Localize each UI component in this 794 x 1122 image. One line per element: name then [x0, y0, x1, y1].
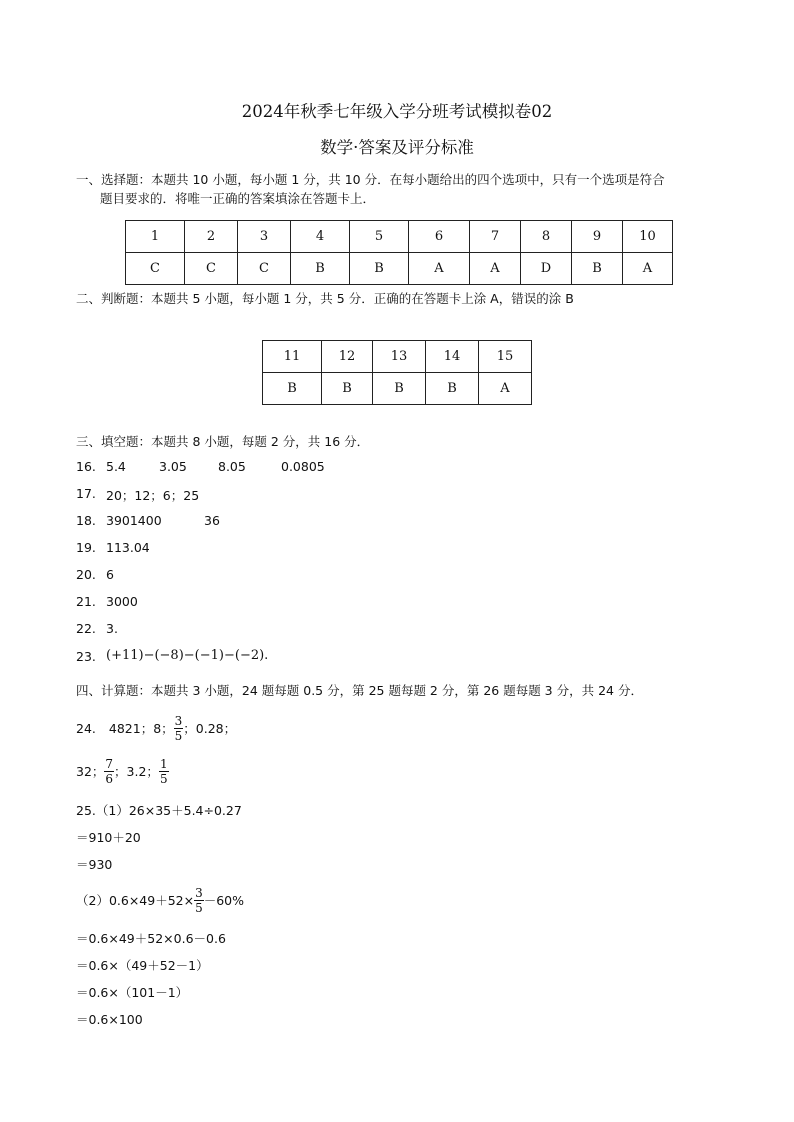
q19-number: 19.	[76, 540, 96, 555]
q25-part2-line1	[76, 883, 244, 917]
q25-part1-line1: 25.（1）26×35＋5.4÷0.27	[76, 803, 242, 818]
table-cell: C	[126, 253, 185, 285]
q16-answer-2: 3.05	[159, 459, 187, 474]
q21-number: 21.	[76, 594, 96, 609]
q24-answers-part-2: ；0.28；	[183, 721, 237, 736]
fraction-numerator: 3	[174, 713, 183, 728]
table-cell: 3	[238, 221, 291, 253]
fraction-denominator: 5	[159, 771, 168, 786]
q24-fraction-one-fifth	[159, 757, 169, 786]
table-cell: D	[521, 253, 572, 285]
table-cell: 2	[185, 221, 238, 253]
q24-line-1	[76, 711, 236, 745]
q25-part2-line2: ＝0.6×49＋52×0.6－0.6	[76, 931, 226, 946]
table-cell: C	[185, 253, 238, 285]
table-cell: 11	[263, 341, 322, 373]
table-cell: 10	[623, 221, 673, 253]
q17-number: 17.	[76, 486, 96, 501]
q25-part2-line4: ＝0.6×（101－1）	[76, 985, 189, 1000]
q22-answer: 3.	[106, 621, 118, 636]
table-cell: A	[470, 253, 521, 285]
section3-heading: 三、填空题：本题共 8 小题，每题 2 分，共 16 分．	[76, 434, 370, 449]
table-cell: 6	[409, 221, 470, 253]
table-cell: 7	[470, 221, 521, 253]
table-cell: 12	[322, 341, 373, 373]
page-subtitle: 数学·答案及评分标准	[320, 138, 474, 157]
q25-part2-expression-start: （2）0.6×49＋52×	[76, 893, 195, 908]
choice-answer-table	[125, 220, 673, 285]
q20-number: 20.	[76, 567, 96, 582]
fraction-numerator: 7	[105, 756, 114, 771]
q22-number: 22.	[76, 621, 96, 636]
fraction-denominator: 5	[174, 728, 183, 743]
choice-number-row	[126, 221, 673, 253]
table-cell: 13	[373, 341, 426, 373]
table-cell: 8	[521, 221, 572, 253]
table-cell: B	[291, 253, 350, 285]
q21-answer: 3000	[106, 594, 138, 609]
q24-answers-part-1: 4821；8；	[108, 721, 174, 736]
q24-fraction-three-fifths	[174, 714, 184, 743]
q24-answers-part-4: ；3.2；	[114, 764, 159, 779]
page-title: 2024年秋季七年级入学分班考试模拟卷02	[241, 102, 553, 121]
q24-fraction-seven-sixths	[104, 757, 114, 786]
q23-answer: (+11)−(−8)−(−1)−(−2).	[106, 648, 269, 663]
table-cell: 15	[479, 341, 532, 373]
table-cell: 1	[126, 221, 185, 253]
table-cell: B	[373, 373, 426, 405]
q16-answer-3: 8.05	[218, 459, 246, 474]
judgement-answer-table	[262, 340, 532, 405]
q25-fraction-three-fifths	[194, 886, 204, 915]
q18-number: 18.	[76, 513, 96, 528]
table-cell: B	[572, 253, 623, 285]
q25-part1-line2: ＝910＋20	[76, 830, 141, 845]
table-cell: C	[238, 253, 291, 285]
q25-part2-line3: ＝0.6×（49＋52－1）	[76, 958, 209, 973]
q18-answer-2: 36	[204, 513, 220, 528]
q19-answer: 113.04	[106, 540, 150, 555]
section1-instructions-line1: 一、选择题：本题共 10 小题，每小题 1 分，共 10 分．在每小题给出的四个选项中，只有一个选项是符合	[76, 172, 665, 187]
table-cell: B	[350, 253, 409, 285]
choice-answer-row	[126, 253, 673, 285]
q24-answers-part-3: 32；	[76, 764, 105, 779]
q25-part2-line5: ＝0.6×100	[76, 1012, 143, 1027]
q25-part2-expression-end: －60%	[203, 893, 245, 908]
table-cell: 9	[572, 221, 623, 253]
table-cell: 14	[426, 341, 479, 373]
section2-instructions: 二、判断题：本题共 5 小题，每小题 1 分，共 5 分．正确的在答题卡上涂 A，错误的涂 B	[76, 291, 574, 306]
q18-answer-1: 3901400	[106, 513, 162, 528]
q20-answer: 6	[106, 567, 114, 582]
section4-heading: 四、计算题：本题共 3 小题，24 题每题 0.5 分，第 25 题每题 2 分，第 26 题每题 3 分，共 24 分．	[76, 683, 643, 698]
fraction-denominator: 5	[195, 900, 203, 915]
table-cell: B	[263, 373, 322, 405]
fraction-numerator: 1	[159, 756, 168, 771]
q17-answer: 20；12；6；25	[106, 488, 200, 503]
table-cell: A	[479, 373, 532, 405]
q25-part1-line3: ＝930	[76, 857, 113, 872]
q24-number: 24.	[76, 720, 96, 736]
fraction-denominator: 6	[105, 771, 114, 786]
judgement-number-row	[263, 341, 532, 373]
q23-number: 23.	[76, 649, 96, 664]
q16-answer-4: 0.0805	[281, 459, 325, 474]
judgement-answer-row	[263, 373, 532, 405]
table-cell: 5	[350, 221, 409, 253]
q16-number: 16.	[76, 459, 96, 474]
table-cell: 4	[291, 221, 350, 253]
q24-line-2	[76, 754, 169, 788]
table-cell: B	[322, 373, 373, 405]
section1-instructions-line2: 题目要求的．将唯一正确的答案填涂在答题卡上．	[100, 191, 376, 206]
table-cell: A	[623, 253, 673, 285]
table-cell: A	[409, 253, 470, 285]
q16-answer-1: 5.4	[106, 459, 126, 474]
table-cell: B	[426, 373, 479, 405]
fraction-numerator: 3	[195, 885, 203, 900]
